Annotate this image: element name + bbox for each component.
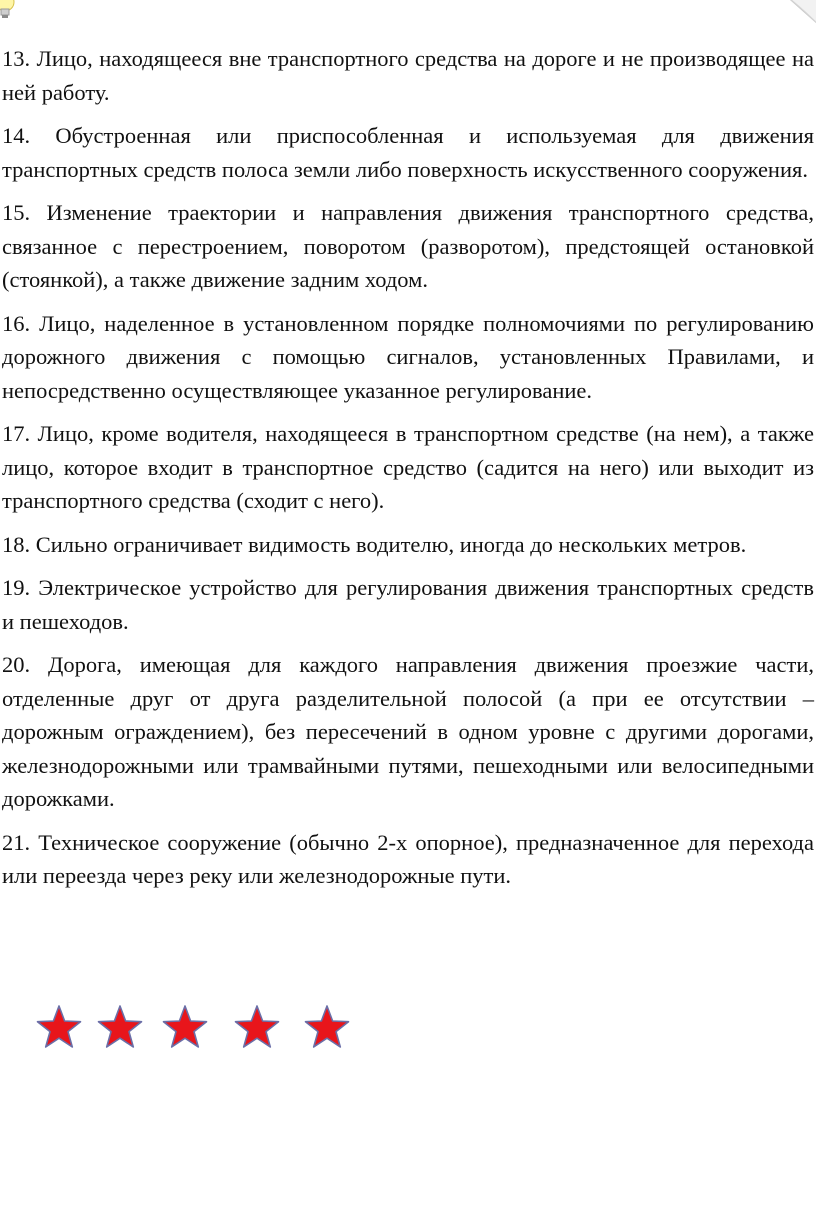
definition-20: 20. Дорога, имеющая для каждого направления движения проезжие части, отделенные друг от друга разделительной полосой (а при ее отсутствии – дорожным ограждением), без пересечений в одном уровне с другими дорогами, железнодорожными или трамвайными путями, пешеходными или велосипедными дорожками. <box>2 652 814 811</box>
star-row <box>36 1004 366 1054</box>
definition-18: 18. Сильно ограничивает видимость водителю, иногда до нескольких метров. <box>2 531 747 557</box>
star-icon <box>234 1004 280 1050</box>
star-icon <box>162 1004 208 1050</box>
star-icon <box>304 1004 350 1050</box>
definition-14: 14. Обустроенная или приспособленная и используемая для движения транспортных средств полоса земли либо поверхность искусственного сооружения. <box>2 123 814 182</box>
definition-19: 19. Электрическое устройство для регулирования движения транспортных средств и пешеходов. <box>2 575 814 634</box>
definition-17: 17. Лицо, кроме водителя, находящееся в транспортном средстве (на нем), а также лицо, которое входит в транспортное средство (садится на него) или выходит из транспортного средства (сходит с него). <box>2 421 814 513</box>
definition-16: 16. Лицо, наделенное в установленном порядке полномочиями по регулированию дорожного движения с помощью сигналов, установленных Правилами, и непосредственно осуществляющее указанное регулирование. <box>2 310 814 403</box>
definition-15: 15. Изменение траектории и направления движения транспортного средства, связанное с перестроением, поворотом (разворотом), предстоящей остановкой (стоянкой), а также движение задним ходом. <box>2 200 814 292</box>
star-icon <box>97 1004 143 1050</box>
lightbulb-icon <box>0 0 20 22</box>
star-icon <box>36 1004 82 1050</box>
definition-21: 21. Техническое сооружение (обычно 2-х опорное), предназначенное для перехода или переезда через реку или железнодорожные пути. <box>2 829 814 888</box>
definitions-list <box>2 42 814 903</box>
definition-13: 13. Лицо, находящееся вне транспортного средства на дороге и не производящее на ней работу. <box>2 46 814 105</box>
page-curl-icon <box>780 0 816 26</box>
